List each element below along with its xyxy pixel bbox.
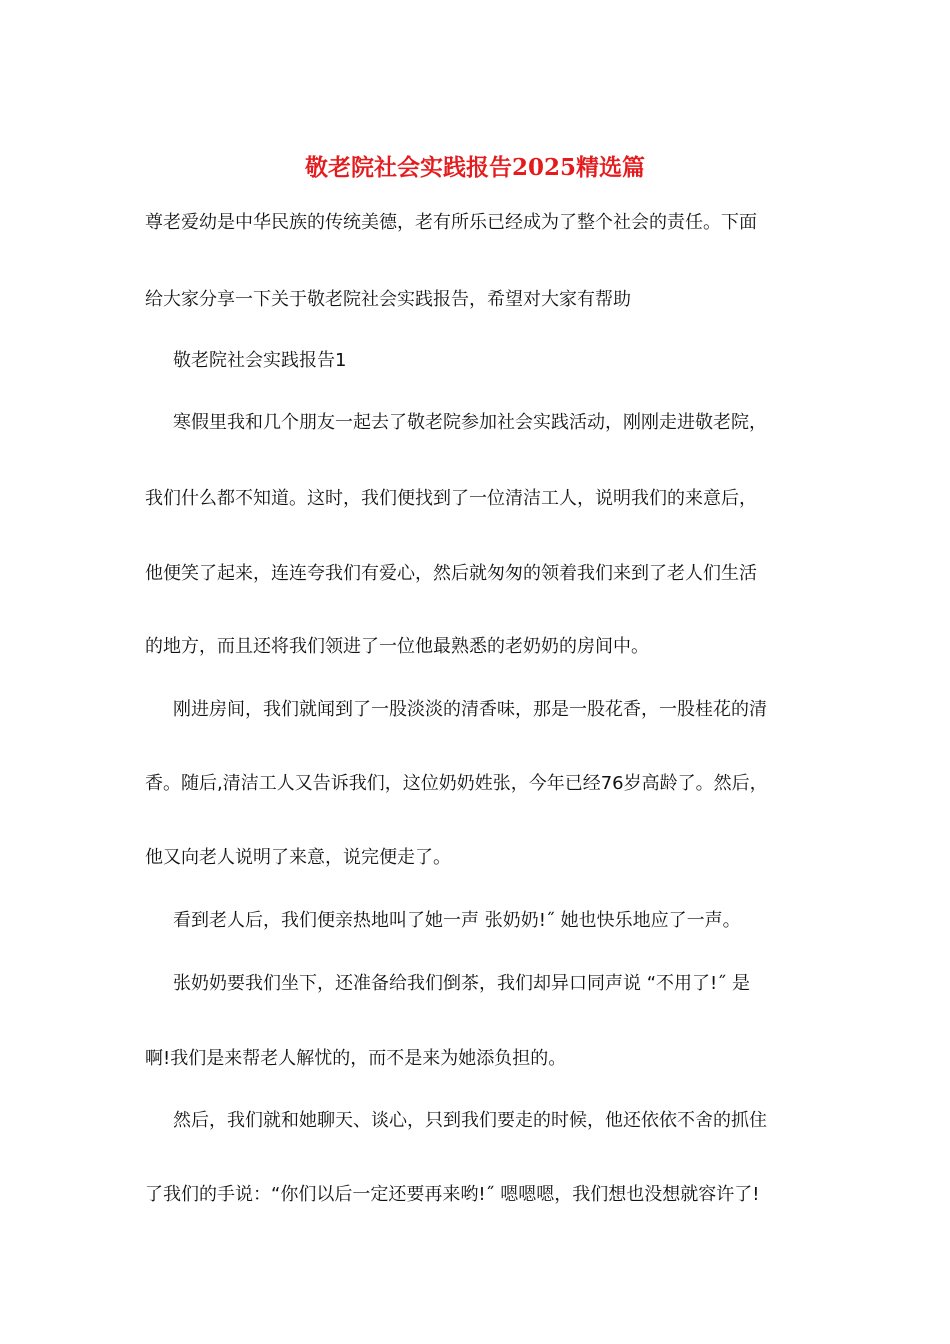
paragraph-line: 刚进房间，我们就闻到了一股淡淡的清香味，那是一股花香，一股桂花的清 xyxy=(173,699,767,720)
paragraph-line: 张奶奶要我们坐下，还准备给我们倒茶，我们却异口同声说 “不用了!˝ 是 xyxy=(173,973,750,994)
paragraph-line: 尊老爱幼是中华民族的传统美德，老有所乐已经成为了整个社会的责任。下面 xyxy=(145,212,757,233)
paragraph-line: 他又向老人说明了来意，说完便走了。 xyxy=(145,847,451,868)
paragraph-line: 了我们的手说：“你们以后一定还要再来哟!˝ 嗯嗯嗯，我们想也没想就容许了! xyxy=(145,1184,760,1205)
paragraph-line: 他便笑了起来，连连夸我们有爱心，然后就匆匆的领着我们来到了老人们生活 xyxy=(145,563,757,584)
section-heading: 敬老院社会实践报告1 xyxy=(173,350,347,371)
paragraph-line: 给大家分享一下关于敬老院社会实践报告，希望对大家有帮助 xyxy=(145,289,631,310)
paragraph-line: 香。随后,清洁工人又告诉我们，这位奶奶姓张，今年已经76岁高龄了。然后， xyxy=(145,773,768,794)
paragraph-line: 我们什么都不知道。这时，我们便找到了一位清洁工人，说明我们的来意后， xyxy=(145,488,757,509)
paragraph-line: 的地方，而且还将我们领进了一位他最熟悉的老奶奶的房间中。 xyxy=(145,636,649,657)
paragraph-line: 看到老人后，我们便亲热地叫了她一声 张奶奶!˝ 她也快乐地应了一声。 xyxy=(173,910,741,931)
paragraph-line: 寒假里我和几个朋友一起去了敬老院参加社会实践活动，刚刚走进敬老院， xyxy=(173,412,767,433)
paragraph-line: 然后，我们就和她聊天、谈心，只到我们要走的时候，他还依依不舍的抓住 xyxy=(173,1110,767,1131)
paragraph-line: 啊!我们是来帮老人解忧的，而不是来为她添负担的。 xyxy=(145,1048,567,1069)
page-title: 敬老院社会实践报告2025精选篇 xyxy=(304,154,645,181)
